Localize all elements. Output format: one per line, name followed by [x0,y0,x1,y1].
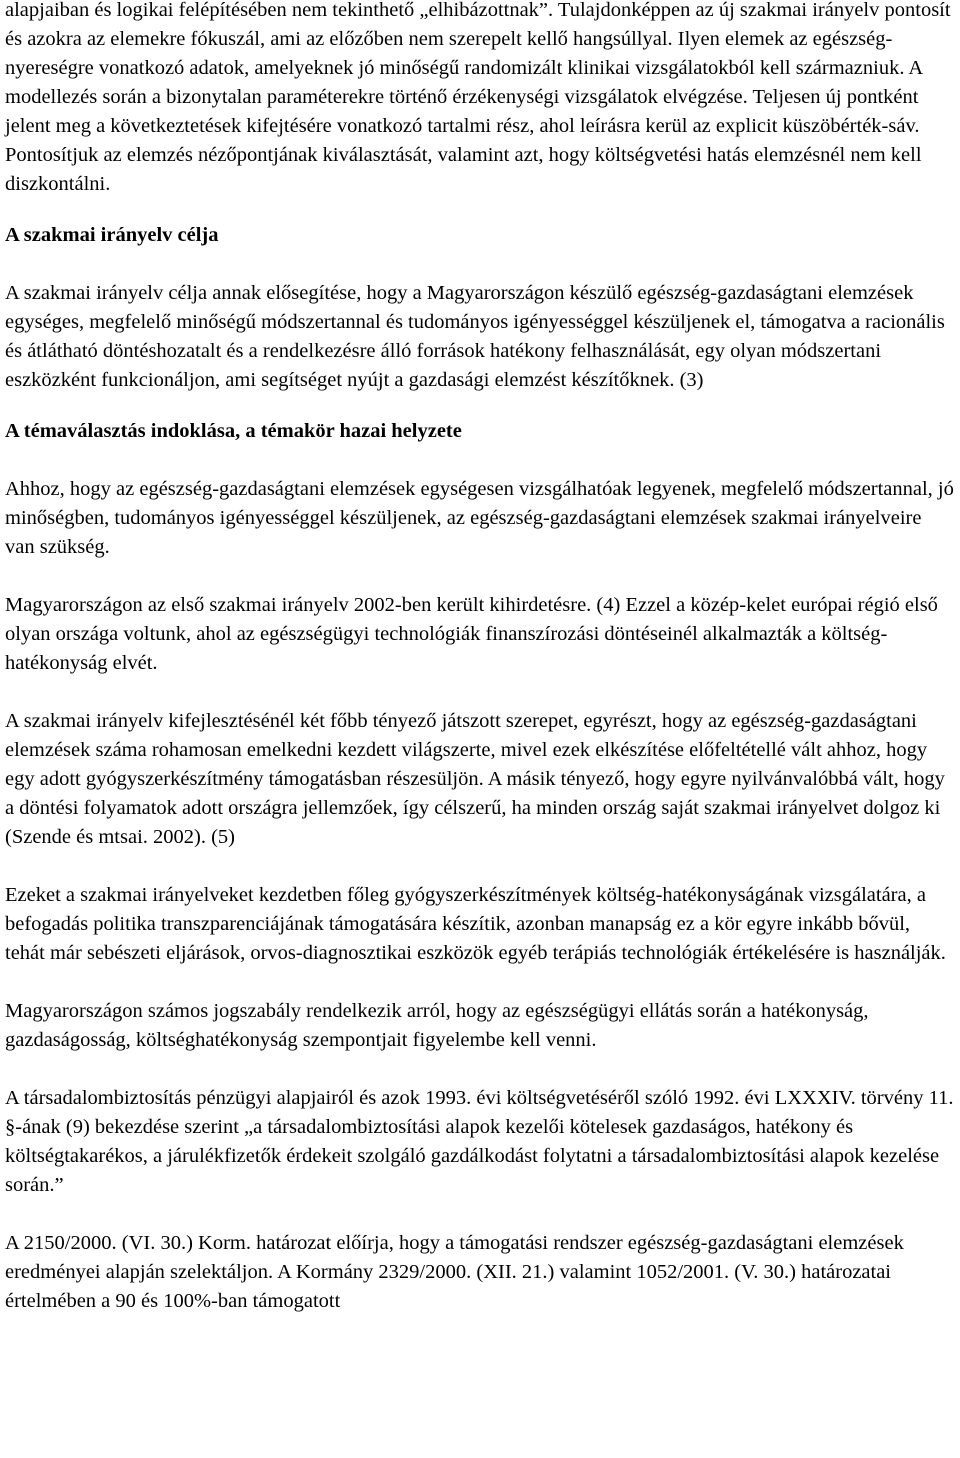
topic-paragraph-2: Magyarországon az első szakmai irányelv 2002-ben került kihirdetésre. (4) Ezzel a közép-kelet európai régió első olyan országa voltunk, ahol az egészségügyi technológiák finanszírozási döntéseinél alkalmazták a költség-hatékonyság elvét. [5,594,938,674]
topic-paragraph-4: Ezeket a szakmai irányelveket kezdetben főleg gyógyszerkészítmények költség-hatékonyságának vizsgálatára, a befogadás politika transzparenciájának támogatására készítik, azonban manapság ez a kör egyre inkább bővül, tehát már sebészeti eljárások, orvos-diagnosztikai eszközök egyéb terápiás technológiák értékelésére is használják. [5,884,946,964]
topic-paragraph-5: Magyarországon számos jogszabály rendelkezik arról, hogy az egészségügyi ellátás során a hatékonyság, gazdaságosság, költséghatékonyság szempontjait figyelembe kell venni. [5,1000,869,1051]
topic-paragraph-3: A szakmai irányelv kifejlesztésénél két főbb tényező játszott szerepet, egyrészt, hogy az egészség-gazdaságtani elemzések száma rohamosan emelkedni kezdett világszerte, mivel ezek elkészítése előfeltétellé vált ahhoz, hogy egy adott gyógyszerkészítmény támogatásban részesüljön. A másik tényező, hogy egyre nyilvánvalóbbá vált, hogy a döntési folyamatok adott országra jellemzőek, így célszerű, ha minden ország saját szakmai irányelvet dolgoz ki (Szende és mtsai. 2002). (5) [5,710,945,848]
intro-paragraph: alapjaiban és logikai felépítésében nem tekinthető „elhibázottnak”. Tulajdonképpen az új szakmai irányelv pontosít és azokra az elemekre fókuszál, ami az előzőben nem szerepelt kellő hangsúllyal. Ilyen elemek az egészség-nyereségre vonatkozó adatok, amelyeknek jó minőségű randomizált klinikai vizsgálatokból kell származniuk. A modellezés során a bizonytalan paraméterekre történő érzékenységi vizsgálatok elvégzése. Teljesen új pontként jelent meg a következtetések kifejtésére vonatkozó tartalmi rész, ahol leírásra kerül az explicit küszöbérték-sáv. Pontosítjuk az elemzés nézőpontjának kiválasztását, valamint azt, hogy költségvetési hatás elemzésnél nem kell diszkontálni. [5,0,951,195]
goal-paragraph: A szakmai irányelv célja annak elősegítése, hogy a Magyarországon készülő egészség-gazdaságtani elemzések egységes, megfelelő minőségű módszertannal és tudományos igényességgel készüljenek el, támogatva a racionális és átlátható döntéshozatalt és a rendelkezésre álló források hatékony felhasználását, egy olyan módszertani eszközként funkcionáljon, ami segítséget nyújt a gazdasági elemzést készítőknek. (3) [5,282,945,391]
topic-paragraph-7: A 2150/2000. (VI. 30.) Korm. határozat előírja, hogy a támogatási rendszer egészség-gazdaságtani elemzések eredményei alapján szelektáljon. A Kormány 2329/2000. (XII. 21.) valamint 1052/2001. (V. 30.) határozatai értelmében a 90 és 100%-ban támogatott [5,1232,904,1312]
topic-paragraph-1: Ahhoz, hogy az egészség-gazdaságtani elemzések egységesen vizsgálhatóak legyenek, megfelelő módszertannal, jó minőségben, tudományos igényességgel készüljenek, az egészség-gazdaságtani elemzések szakmai irányelveire van szükség. [5,478,954,558]
section-heading-topic: A témaválasztás indoklása, a témakör hazai helyzete [5,420,462,442]
topic-paragraph-6: A társadalombiztosítás pénzügyi alapjairól és azok 1993. évi költségvetéséről szóló 1992. évi LXXXIV. törvény 11. §-ának (9) bekezdése szerint „a társadalombiztosítási alapok kezelői kötelesek gazdaságos, hatékony és költségtakarékos, a járulékfizetők érdekeit szolgáló gazdálkodást folytatni a társadalombiztosítási alapok kezelése során.” [5,1087,954,1196]
section-heading-goal: A szakmai irányelv célja [5,224,219,246]
